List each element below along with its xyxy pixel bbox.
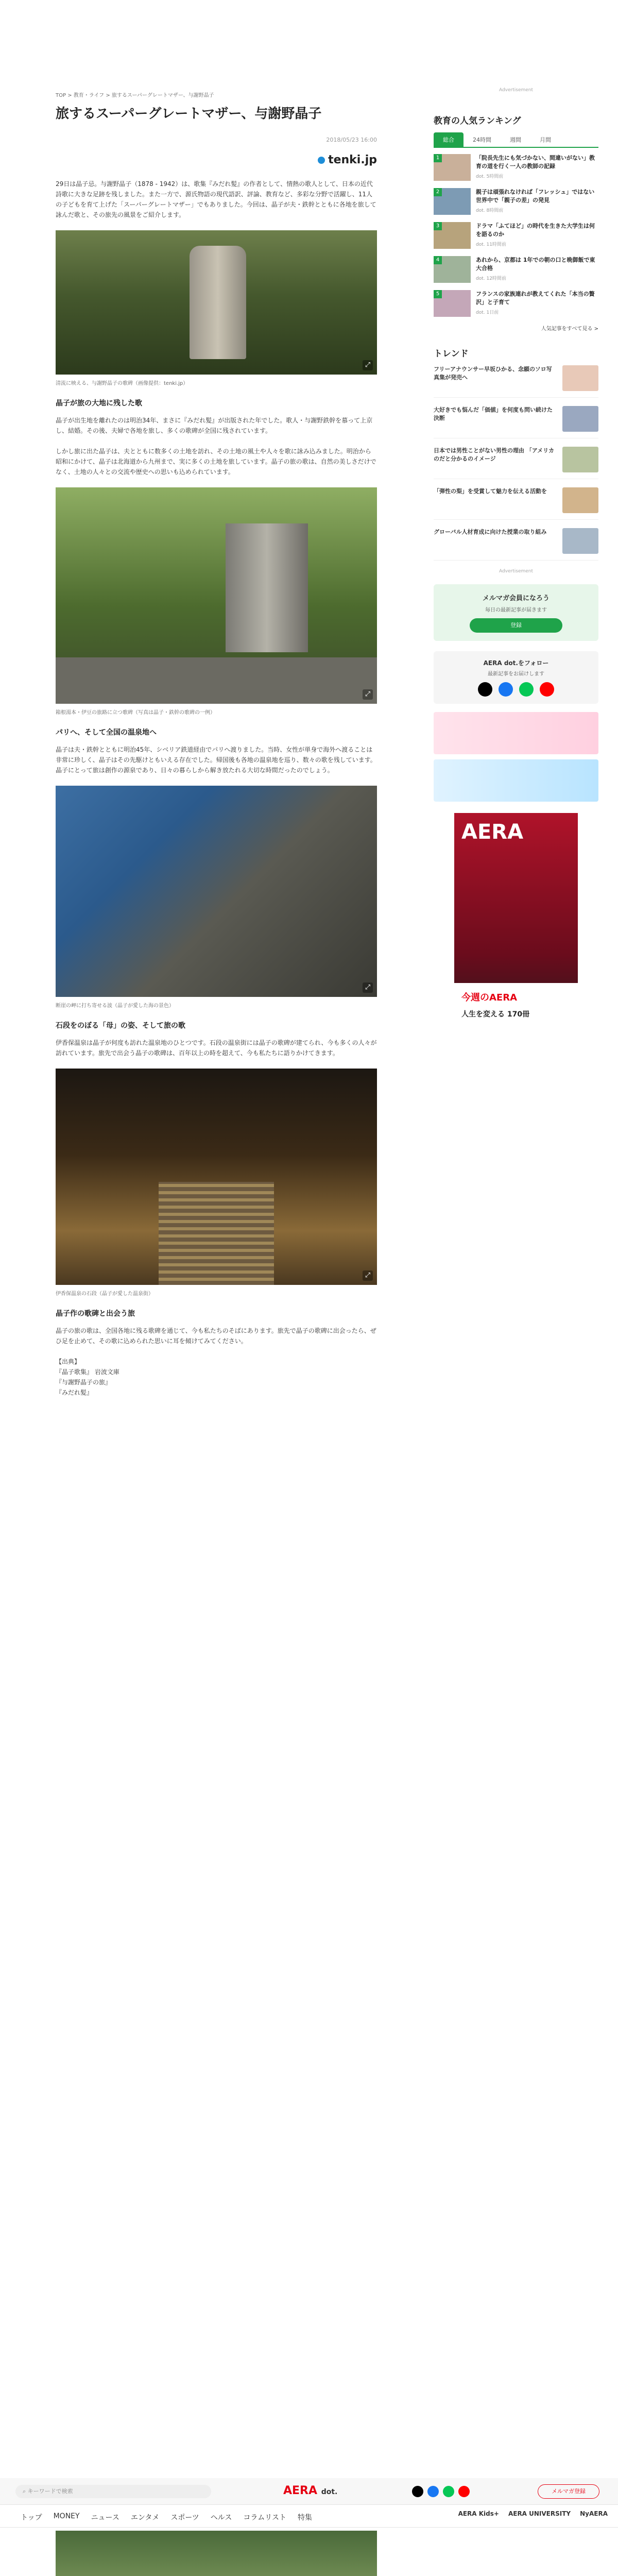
ranking-text: 「院長先生にも気づかない、間違いがない」教育の道を行く一人の教師の記録 dot. 5時間前: [476, 155, 595, 179]
trend-title: トレンド: [434, 349, 469, 359]
ranking-item[interactable]: [434, 290, 598, 317]
ranking-item[interactable]: [434, 188, 598, 215]
trend-text: グローバル人材育成に向けた授業の取り組み: [434, 529, 547, 535]
rank-number: 2: [434, 188, 442, 196]
sidebar: [434, 88, 598, 1061]
youtube-icon[interactable]: [540, 682, 554, 697]
magazine-title: 今週のAERA: [461, 992, 518, 1003]
newsletter-box: [434, 584, 598, 641]
stone-steps: [159, 1182, 274, 1285]
nav-item[interactable]: エンタメ: [130, 2514, 160, 2522]
zoom-icon[interactable]: ⤢: [363, 360, 373, 370]
ranking-text: フランスの家族連れが教えてくれた「本当の贅沢」と子育て dot. 1日前: [476, 291, 595, 315]
source-logo[interactable]: tenki.jp: [56, 154, 377, 166]
ranking-text: ドラマ「ふてほど」の時代を生きた大学生は何を語るのか dot. 11時間前: [476, 223, 595, 247]
social-links: [412, 2486, 470, 2497]
rank-number: 1: [434, 154, 442, 162]
photo-caption: 断崖の岬に打ち寄せる波（晶子が愛した海の景色）: [56, 1003, 174, 1009]
nav-item[interactable]: ヘルス: [210, 2514, 232, 2522]
promo-banner[interactable]: [434, 759, 598, 802]
ranking-thumb: [434, 222, 471, 249]
main-nav: [0, 2505, 618, 2528]
rank-number: 3: [434, 222, 442, 230]
ranking-item[interactable]: [434, 222, 598, 249]
x-icon[interactable]: [478, 682, 492, 697]
zoom-icon[interactable]: ⤢: [363, 689, 373, 700]
article-title: 旅するスーパーグレートマザー、与謝野晶子: [56, 106, 322, 122]
ranking-tab[interactable]: 月間: [540, 137, 551, 143]
follow-title: AERA dot.をフォロー: [483, 659, 549, 667]
magazine-cover[interactable]: [454, 813, 578, 1050]
section-heading: パリへ、そして全国の温泉地へ: [56, 728, 157, 737]
breadcrumb[interactable]: TOP > 教育・ライフ > 旅するスーパーグレートマザー、与謝野晶子: [56, 93, 214, 98]
promo-banner[interactable]: [434, 712, 598, 754]
trend-item[interactable]: [434, 447, 598, 479]
ranking-tab[interactable]: 週間: [510, 137, 521, 143]
facebook-icon[interactable]: [499, 682, 513, 697]
section-heading: 石段をのぼる「母」の姿、そして旅の歌: [56, 1022, 185, 1030]
nav-item[interactable]: コラムリスト: [243, 2514, 286, 2522]
paragraph: 晶子が出生地を離れたのは明治34年、まさに『みだれ髪』が出版された年でした。歌人・与謝野鉄幹を慕って上京し、結婚。その後、夫婦で各地を旅し、多くの歌碑が全国に残されています。: [56, 417, 373, 434]
nav-item[interactable]: トップ: [21, 2514, 42, 2522]
ranking-item[interactable]: [434, 154, 598, 181]
nav-item[interactable]: スポーツ: [170, 2514, 199, 2522]
search-input[interactable]: ⌕ キーワードで検索: [15, 2485, 211, 2498]
nav-items: [21, 2512, 312, 2522]
newsletter-text: 毎日の最新記事が届きます: [485, 607, 547, 613]
magazine-subtitle: 人生を変える 170冊: [461, 1010, 530, 1019]
zoom-icon[interactable]: ⤢: [363, 1270, 373, 1281]
photo-caption: 伊香保温泉の石段（晶子が愛した温泉街）: [56, 1291, 153, 1297]
trend-thumb: [562, 447, 598, 472]
trend-thumb: [562, 406, 598, 432]
nav-partner-link[interactable]: AERA Kids+: [458, 2510, 499, 2517]
ranking-tab[interactable]: 総合: [434, 132, 464, 147]
article-photo[interactable]: [56, 487, 377, 704]
references: 【出典】 『晶子歌集』 岩波文庫 『与謝野晶子の旅』 『みだれ髪』: [56, 1358, 119, 1396]
trend-item[interactable]: [434, 406, 598, 438]
ranking-text: 親子は頑張れなければ「フレッシュ」ではない 世界中で「親子の差」の発見 dot. 8時間前: [476, 189, 595, 213]
zoom-icon[interactable]: ⤢: [363, 982, 373, 993]
paragraph: 伊香保温泉は晶子が何度も訪れた温泉地のひとつです。石段の温泉街には晶子の歌碑が建てられ、今も多くの人々が訪れています。旅先で出会う晶子の歌碑は、百年以上の時を超えて、今も私たちに語りかけてきます。: [56, 1039, 377, 1057]
trend-item[interactable]: [434, 528, 598, 561]
nav-partner-link[interactable]: NyAERA: [580, 2510, 608, 2517]
article-photo[interactable]: [56, 1069, 377, 1285]
ad-label: Advertisement: [499, 88, 534, 93]
trend-text: 日本では男性ことがない男性の理由 「アメリカのだと分かるのイメージ: [434, 447, 555, 462]
section-heading: 晶子が旅の大地に残した歌: [56, 399, 142, 408]
paragraph: 29日は晶子忌。与謝野晶子（1878 - 1942）は、歌集『みだれ髪』の作者として、情熱の歌人として、日本の近代詩歌に大きな足跡を残しました。また一方で、源氏物語の現代語訳、評論、教育など、多彩な分野で活躍し、11人の子どもを育て上げた「スーパーグレートマザー」でもありました。今回は、晶子が夫・鉄幹とともに各地を旅して詠んだ歌と、その旅先の風景をご紹介します。: [56, 180, 376, 218]
nav-item[interactable]: MONEY: [53, 2512, 80, 2520]
paragraph: 晶子の旅の歌は、全国各地に残る歌碑を通じて、今も私たちのそばにあります。旅先で晶子の歌碑に出会ったら、ぜひ足を止めて、その歌に込められた思いに耳を傾けてみてください。: [56, 1327, 376, 1345]
ranking-thumb: [434, 188, 471, 215]
line-icon[interactable]: [443, 2486, 454, 2497]
tenki-logo-icon: [318, 157, 325, 164]
trend-thumb: [562, 487, 598, 513]
rank-number: 4: [434, 256, 442, 264]
ranking-list: [434, 154, 598, 317]
trend-thumb: [562, 528, 598, 554]
nav-partner-link[interactable]: AERA UNIVERSITY: [508, 2510, 571, 2517]
ranking-tab[interactable]: 24時間: [473, 137, 491, 143]
youtube-icon[interactable]: [458, 2486, 470, 2497]
newsletter-title: メルマガ会員になろう: [482, 595, 550, 602]
ranking-thumb: [434, 154, 471, 181]
trend-item[interactable]: [434, 487, 598, 520]
aera-dot-logo[interactable]: AERA dot.: [283, 2484, 338, 2497]
line-icon[interactable]: [519, 682, 534, 697]
newsletter-signup-button[interactable]: 登録: [470, 618, 562, 633]
ad-label: Advertisement: [499, 569, 534, 574]
publish-date: 2018/05/23 16:00: [326, 137, 377, 143]
ranking-thumb: [434, 256, 471, 283]
search-icon: ⌕: [23, 2488, 28, 2495]
ranking-item[interactable]: [434, 256, 598, 283]
paragraph: 晶子は夫・鉄幹とともに明治45年、シベリア鉄道経由でパリへ渡りました。当時、女性が単身で海外へ渡ることは非常に珍しく、晶子はその先駆けともいえる存在でした。帰国後も各地の温泉地を巡り、数々の歌を残しています。晶子にとって旅は創作の源泉であり、日々の暮らしから解き放たれる大切な時間だったのでしょう。: [56, 746, 376, 774]
trend-item[interactable]: [434, 365, 598, 398]
paragraph: しかし旅に出た晶子は、夫とともに数多くの土地を訪れ、その土地の風土や人々を歌に詠み込みました。明治から昭和にかけて、晶子は北海道から九州まで、実に多くの土地を旅しています。晶子の旅の歌は、自然の美しさだけでなく、土地の人々との交流や歴史への思いも込められています。: [56, 448, 376, 476]
magazine-logo: AERA: [461, 820, 524, 844]
ranking-text: あれから、京都は 1年での朝の口と晩御飯で東大合格 dot. 12時間前: [476, 257, 595, 281]
ranking-title: 教育の人気ランキング: [434, 116, 521, 126]
photo-caption: 清流に映える、与謝野晶子の歌碑（画像提供：tenki.jp）: [56, 381, 188, 386]
stone-monument: [190, 246, 246, 359]
facebook-icon[interactable]: [427, 2486, 439, 2497]
follow-text: 最新記事をお届けします: [488, 671, 544, 677]
stone-monument: [226, 523, 308, 652]
x-icon[interactable]: [412, 2486, 423, 2497]
trend-text: 「弾性の梨」を受賞して魅力を伝える活動を: [434, 488, 547, 495]
nav-item[interactable]: ニュース: [91, 2514, 119, 2522]
ranking-tabs: [434, 132, 598, 148]
trend-thumb: [562, 365, 598, 391]
article-photo[interactable]: [56, 786, 377, 997]
trend-text: フリーアナウンサー早坂ひかる、念願のソロ写真集が発売へ: [434, 366, 552, 381]
ranking-thumb: [434, 290, 471, 317]
section-heading: 晶子作の歌碑と出会う旅: [56, 1310, 135, 1318]
article-photo[interactable]: [56, 230, 377, 375]
newsletter-button[interactable]: メルマガ登録: [538, 2484, 599, 2499]
nav-item[interactable]: 特集: [297, 2514, 312, 2522]
rank-number: 5: [434, 290, 442, 298]
stone-wall: [56, 657, 377, 704]
trend-text: 大好きでも悩んだ「価値」を何度も問い続けた決断: [434, 406, 553, 421]
trend-list: [434, 365, 598, 561]
nav-right-links: [458, 2510, 608, 2517]
ranking-more-link[interactable]: 人気記事をすべて見る >: [541, 326, 598, 332]
sticky-header: [0, 2478, 618, 2505]
article-photo[interactable]: [56, 2531, 377, 2576]
photo-caption: 箱根湯本・伊豆の旅路に立つ歌碑（写真は晶子・鉄幹の歌碑の一例）: [56, 710, 215, 716]
follow-box: [434, 651, 598, 704]
article: [56, 103, 377, 1408]
follow-icons: [441, 682, 591, 697]
